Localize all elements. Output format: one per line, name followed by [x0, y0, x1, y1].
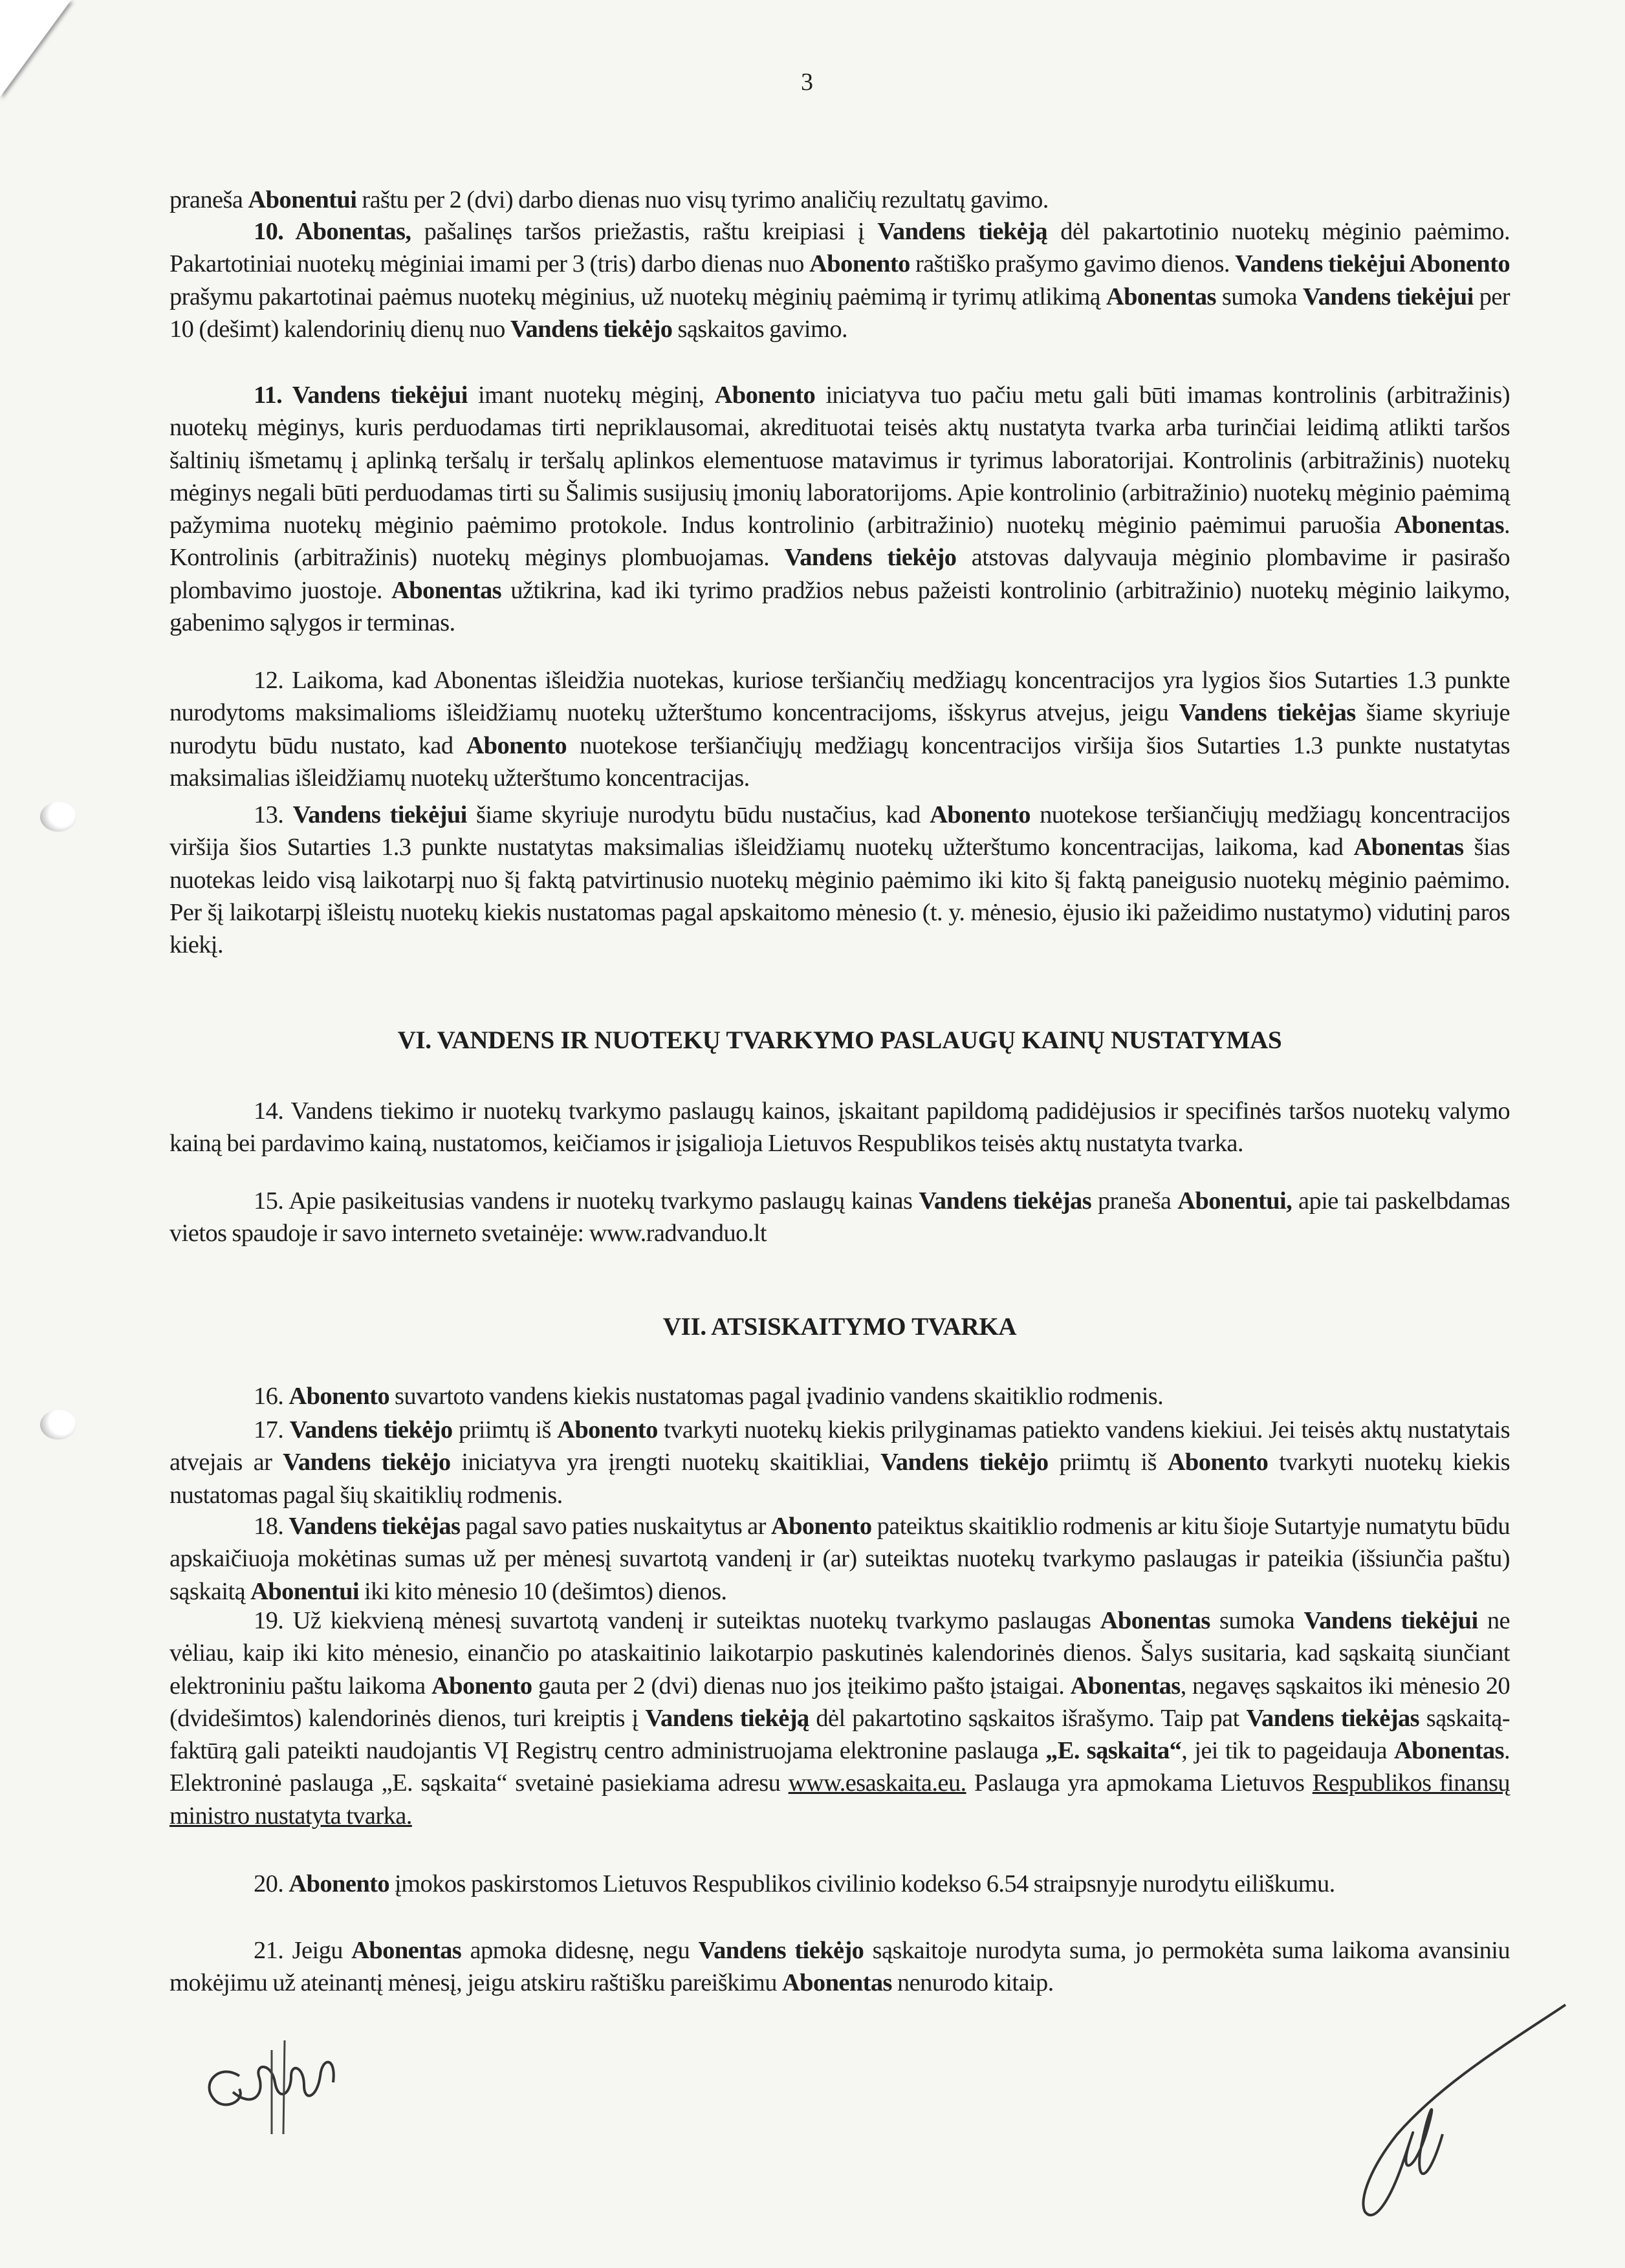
paragraph-14: [169, 1095, 1510, 1160]
bold-term: Abonento: [1167, 1449, 1269, 1476]
bold-term: Vandens tiekėjo: [698, 1937, 864, 1964]
bold-term: „E. sąskaita“: [1045, 1737, 1182, 1765]
text-segment: praneša: [1091, 1187, 1178, 1215]
page-number: 3: [801, 69, 813, 96]
text-segment: pagal savo paties nuskaitytus ar: [460, 1513, 771, 1540]
text-segment: užtikrina, kad iki tyrimo pradžios nebus pažeisti kontrolinio (arbitražinio) nuotekų mėginio laikymo, gabenimo sąlygos ir terminas.: [169, 576, 1510, 637]
paragraph-20: [169, 1868, 1510, 1900]
bold-term: Vandens tiekėjo: [289, 1416, 453, 1443]
bold-term: Vandens tiekėjui: [1302, 283, 1474, 310]
paragraph-12: [169, 664, 1510, 794]
bold-term: Vandens tiekėjo: [880, 1449, 1049, 1476]
text-segment: Paslauga yra apmokama Lietuvos: [966, 1769, 1313, 1797]
bold-term: Vandens tiekėjas: [289, 1513, 461, 1540]
text-segment: gauta per 2 (dvi) dienas nuo jos įteikimo pašto įstaigai.: [532, 1672, 1071, 1700]
bold-term: Abonentui,: [1177, 1187, 1292, 1215]
text-segment: per 10 (dešimt) kalendorinių dienų nuo: [169, 283, 1510, 343]
text-segment: sąskaitą-faktūrą gali pateikti naudojantis VĮ Registrų centro administruojama elektronine paslauga: [169, 1704, 1510, 1765]
bold-term: Vandens tiekėjo: [283, 1449, 451, 1476]
bold-term: Abonentui: [248, 186, 357, 213]
paragraph-15: [169, 1185, 1510, 1250]
bold-term: Abonento: [809, 250, 910, 278]
text-segment: dėl pakartotinio nuotekų mėginio paėmimo. Pakartotiniai nuotekų mėginiai imami per 3 (tris) darbo dienas nuo: [169, 218, 1510, 278]
bold-term: Abonentas: [1070, 1672, 1181, 1700]
paragraph-10: [169, 215, 1510, 345]
bold-term: Vandens tiekėjas: [919, 1187, 1092, 1215]
text-segment: praneša: [169, 186, 248, 213]
text-segment: 18.: [254, 1513, 289, 1540]
text-segment: sąskaitos gavimo.: [672, 315, 848, 343]
paragraph-9-continuation: [169, 184, 1510, 216]
text-segment: suvartoto vandens kiekis nustatomas pagal įvadinio vandens skaitiklio rodmenis.: [389, 1383, 1164, 1410]
section-heading-vi: VI. VANDENS IR NUOTEKŲ TVARKYMO PASLAUGŲ KAINŲ NUSTATYMAS: [397, 1026, 1282, 1054]
paragraph-19: [169, 1604, 1510, 1832]
section-heading-vii: VII. ATSISKAITYMO TVARKA: [662, 1313, 1017, 1341]
paragraph-17: [169, 1414, 1510, 1511]
text-segment: 19. Už kiekvieną mėnesį suvartotą vandenį ir suteiktas nuotekų tvarkymo paslaugas: [254, 1607, 1100, 1634]
bold-term: Vandens tiekėjo: [784, 544, 957, 572]
bold-term: 11. Vandens tiekėjui: [254, 382, 468, 409]
paragraph-16: [169, 1380, 1510, 1412]
text-segment: dėl pakartotino sąskaitos išrašymo. Taip pat: [809, 1704, 1247, 1732]
bold-term: Abonento: [289, 1870, 390, 1897]
text-segment: sumoka: [1216, 283, 1303, 310]
text-segment: sumoka: [1210, 1607, 1304, 1634]
text-segment: 13.: [254, 801, 293, 828]
bold-term: Vandens tiekėją: [877, 218, 1048, 245]
text-segment: pašalinęs taršos priežastis, raštu kreipiasi į: [411, 218, 878, 245]
text-segment: 21. Jeigu: [254, 1937, 352, 1964]
text-segment: iki kito mėnesio 10 (dešimtos) dienos.: [359, 1577, 727, 1605]
text-segment: raštu per 2 (dvi) darbo dienas nuo visų tyrimo analičių rezultatų gavimo.: [356, 186, 1049, 213]
bold-term: Vandens tiekėjas: [1179, 699, 1356, 727]
bold-term: Abonentui: [250, 1577, 360, 1605]
page-corner-fold: [0, 0, 71, 97]
text-segment: , negavęs sąskaitos iki mėnesio 20 (dvidešimtos) kalendorinės dienos, turi kreiptis į: [169, 1672, 1510, 1732]
bold-term: Abonento: [930, 801, 1031, 828]
text-segment: nuotekose teršiančiųjų medžiagų koncentracijos viršija šios Sutarties 1.3 punkte nustatytas maksimalias išleidžiamų nuotekų užterštumo koncentracijas, laikoma, kad: [169, 801, 1510, 861]
text-segment: iniciatyva tuo pačiu metu gali būti imamas kontrolinis (arbitražinis) nuotekų mėginys, kuris perduodamas tirti nepriklausomai, akredituotai teisės aktų nustatyta tvarka arba turinčiai leidimą atlikti taršos šaltinių išmetamų į aplinką teršalų ir teršalų aplinkos elementuose matavimus ir tyrimus laboratorijai. Kontrolinis (arbitražinis) nuotekų mėginys negali būti perduodamas tirti su Šalimis susijusių įmonių laboratorijoms. Apie kontrolinio (arbitražinio) nuotekų mėginio paėmimą pažymima nuotekų mėginio paėmimo protokole. Indus kontrolinio (arbitražinio) nuotekų mėginio paėmimui paruošia: [169, 382, 1510, 539]
bold-term: Abonentas: [1106, 283, 1216, 310]
text-segment: . Elektroninė paslauga „E. sąskaita“ svetainė pasiekiama adresu: [169, 1737, 1510, 1797]
bold-term: Abonentas: [1353, 834, 1464, 861]
paragraph-21: [169, 1934, 1510, 2000]
text-segment: įmokos paskirstomos Lietuvos Respublikos civilinio kodekso 6.54 straipsnyje nurodytu eiliškumu.: [389, 1870, 1335, 1897]
text-segment: 16.: [254, 1383, 289, 1410]
text-segment: priimtų iš: [1048, 1449, 1168, 1476]
text-segment: pateiktus skaitiklio rodmenis ar kitu šioje Sutartyje numatytu būdu apskaičiuoja mokėtinas sumas už per mėnesį suvartotą vandenį ir (ar) suteiktas nuotekų tvarkymo paslaugas ir pateikia (išsiunčia paštu) sąskaitą: [169, 1513, 1510, 1605]
underlined-text: www.esaskaita.eu.: [788, 1769, 966, 1797]
text-segment: prašymu pakartotinai paėmus nuotekų mėginius, už nuotekų mėginių paėmimą ir tyrimų atlikimą: [169, 283, 1106, 310]
text-segment: nuotekose teršiančiųjų medžiagų koncentracijos viršija šios Sutarties 1.3 punkte nustatytas maksimalias išleidžiamų nuotekų užterštumo koncentracijas.: [169, 731, 1510, 792]
bold-term: Abonentas: [1393, 1737, 1504, 1765]
text-segment: 20.: [254, 1870, 289, 1897]
punch-hole: [40, 1410, 76, 1440]
text-segment: apie tai paskelbdamas vietos spaudoje ir savo interneto svetainėje: www.radvanduo.lt: [169, 1187, 1510, 1247]
signature-right: [1313, 1992, 1572, 2238]
text-segment: imant nuotekų mėginį,: [467, 382, 715, 409]
text-segment: nenurodo kitaip.: [891, 1969, 1054, 1997]
bold-term: Vandens tiekėją: [645, 1704, 809, 1732]
text-segment: raštiško prašymo gavimo dienos.: [910, 250, 1236, 278]
text-segment: 14. Vandens tiekimo ir nuotekų tvarkymo paslaugų kainos, įskaitant papildomą padidėjusios ir specifinės taršos nuotekų valymo kainą bei pardavimo kainą, nustatomos, keičiamos ir įsigalioja Lietuvos Respublikos teisės aktų nustatyta tvarka.: [169, 1097, 1510, 1158]
text-segment: šiame skyriuje nurodytu būdu nustato, kad: [169, 699, 1510, 759]
bold-term: Abonento: [770, 1513, 872, 1540]
bold-term: Abonentas: [391, 576, 502, 604]
text-segment: sąskaitoje nurodyta suma, jo permokėta suma laikoma avansiniu mokėjimu už ateinantį mėnesį, jeigu atskiru raštišku pareiškimu: [169, 1937, 1510, 1997]
text-segment: tvarkyti nuotekų kiekis nustatomas pagal šių skaitiklių rodmenis.: [169, 1449, 1510, 1509]
bold-term: Abonento: [714, 382, 816, 409]
text-segment: 12. Laikoma, kad Abonentas išleidžia nuotekas, kuriose teršiančių medžiagų koncentracijos yra lygios šios Sutarties 1.3 punkte nurodytoms maksimalioms išleidžiamų nuotekų užterštumo koncentracijoms, išskyrus atvejus, jeigu: [169, 667, 1510, 727]
punch-hole: [40, 802, 76, 832]
bold-term: Vandens tiekėjas: [1246, 1704, 1419, 1732]
text-segment: 15. Apie pasikeitusias vandens ir nuotekų tvarkymo paslaugų kainas: [254, 1187, 919, 1215]
bold-term: Abonento: [289, 1383, 390, 1410]
paragraph-18: [169, 1510, 1510, 1608]
text-segment: apmoka didesnę, negu: [461, 1937, 699, 1964]
bold-term: Abonentas: [351, 1937, 462, 1964]
bold-term: Abonentas: [781, 1969, 892, 1997]
text-segment: šias nuotekas leido visą laikotarpį nuo šį faktą patvirtinusio nuotekų mėginio paėmimo iki kito šį faktą paneigusio nuotekų mėginio paėmimo. Per šį laikotarpį išleistų nuotekų kiekis nustatomas pagal apskaitomo mėnesio (t. y. mėnesio, ėjusio iki pažeidimo nustatymo) vidutinį paros kiekį.: [169, 834, 1510, 959]
paragraph-11: [169, 379, 1510, 639]
bold-term: Abonento: [466, 731, 567, 759]
text-segment: šiame skyriuje nurodytu būdu nustačius, kad: [466, 801, 930, 828]
bold-term: Abonento: [431, 1672, 532, 1700]
bold-term: Vandens tiekėjo: [510, 315, 673, 343]
bold-term: Vandens tiekėjui Abonento: [1235, 250, 1510, 278]
text-segment: . Kontrolinis (arbitražinis) nuotekų mėginys plombuojamas.: [169, 512, 1510, 572]
text-segment: 17.: [254, 1416, 290, 1443]
bold-term: Abonentas: [1100, 1607, 1210, 1634]
bold-term: Vandens tiekėjui: [292, 801, 467, 828]
paragraph-13: [169, 799, 1510, 961]
text-segment: priimtų iš: [452, 1416, 558, 1443]
underlined-text: Respublikos finansų ministro nustatyta tvarka.: [169, 1769, 1510, 1830]
text-segment: atstovas dalyvauja mėginio plombavime ir pasirašo plombavimo juostoje.: [169, 544, 1510, 604]
bold-term: Abonento: [557, 1416, 658, 1443]
bold-term: 10. Abonentas,: [254, 218, 411, 245]
text-segment: ne vėliau, kaip iki kito mėnesio, einančio po ataskaitinio laikotarpio paskutinės kalendorinės dienos. Šalys susitaria, kad sąskaitą siunčiant elektroniniu paštu laikoma: [169, 1607, 1510, 1700]
text-segment: tvarkyti nuotekų kiekis prilyginamas patiekto vandens kiekiui. Jei teisės aktų nustatytais atvejais ar: [169, 1416, 1510, 1476]
signature-left: [194, 2037, 362, 2134]
bold-term: Vandens tiekėjui: [1303, 1607, 1478, 1634]
text-segment: iniciatyva yra įrengti nuotekų skaitikliai,: [450, 1449, 881, 1476]
bold-term: Abonentas: [1393, 512, 1504, 539]
text-segment: , jei tik to pageidauja: [1181, 1737, 1394, 1765]
